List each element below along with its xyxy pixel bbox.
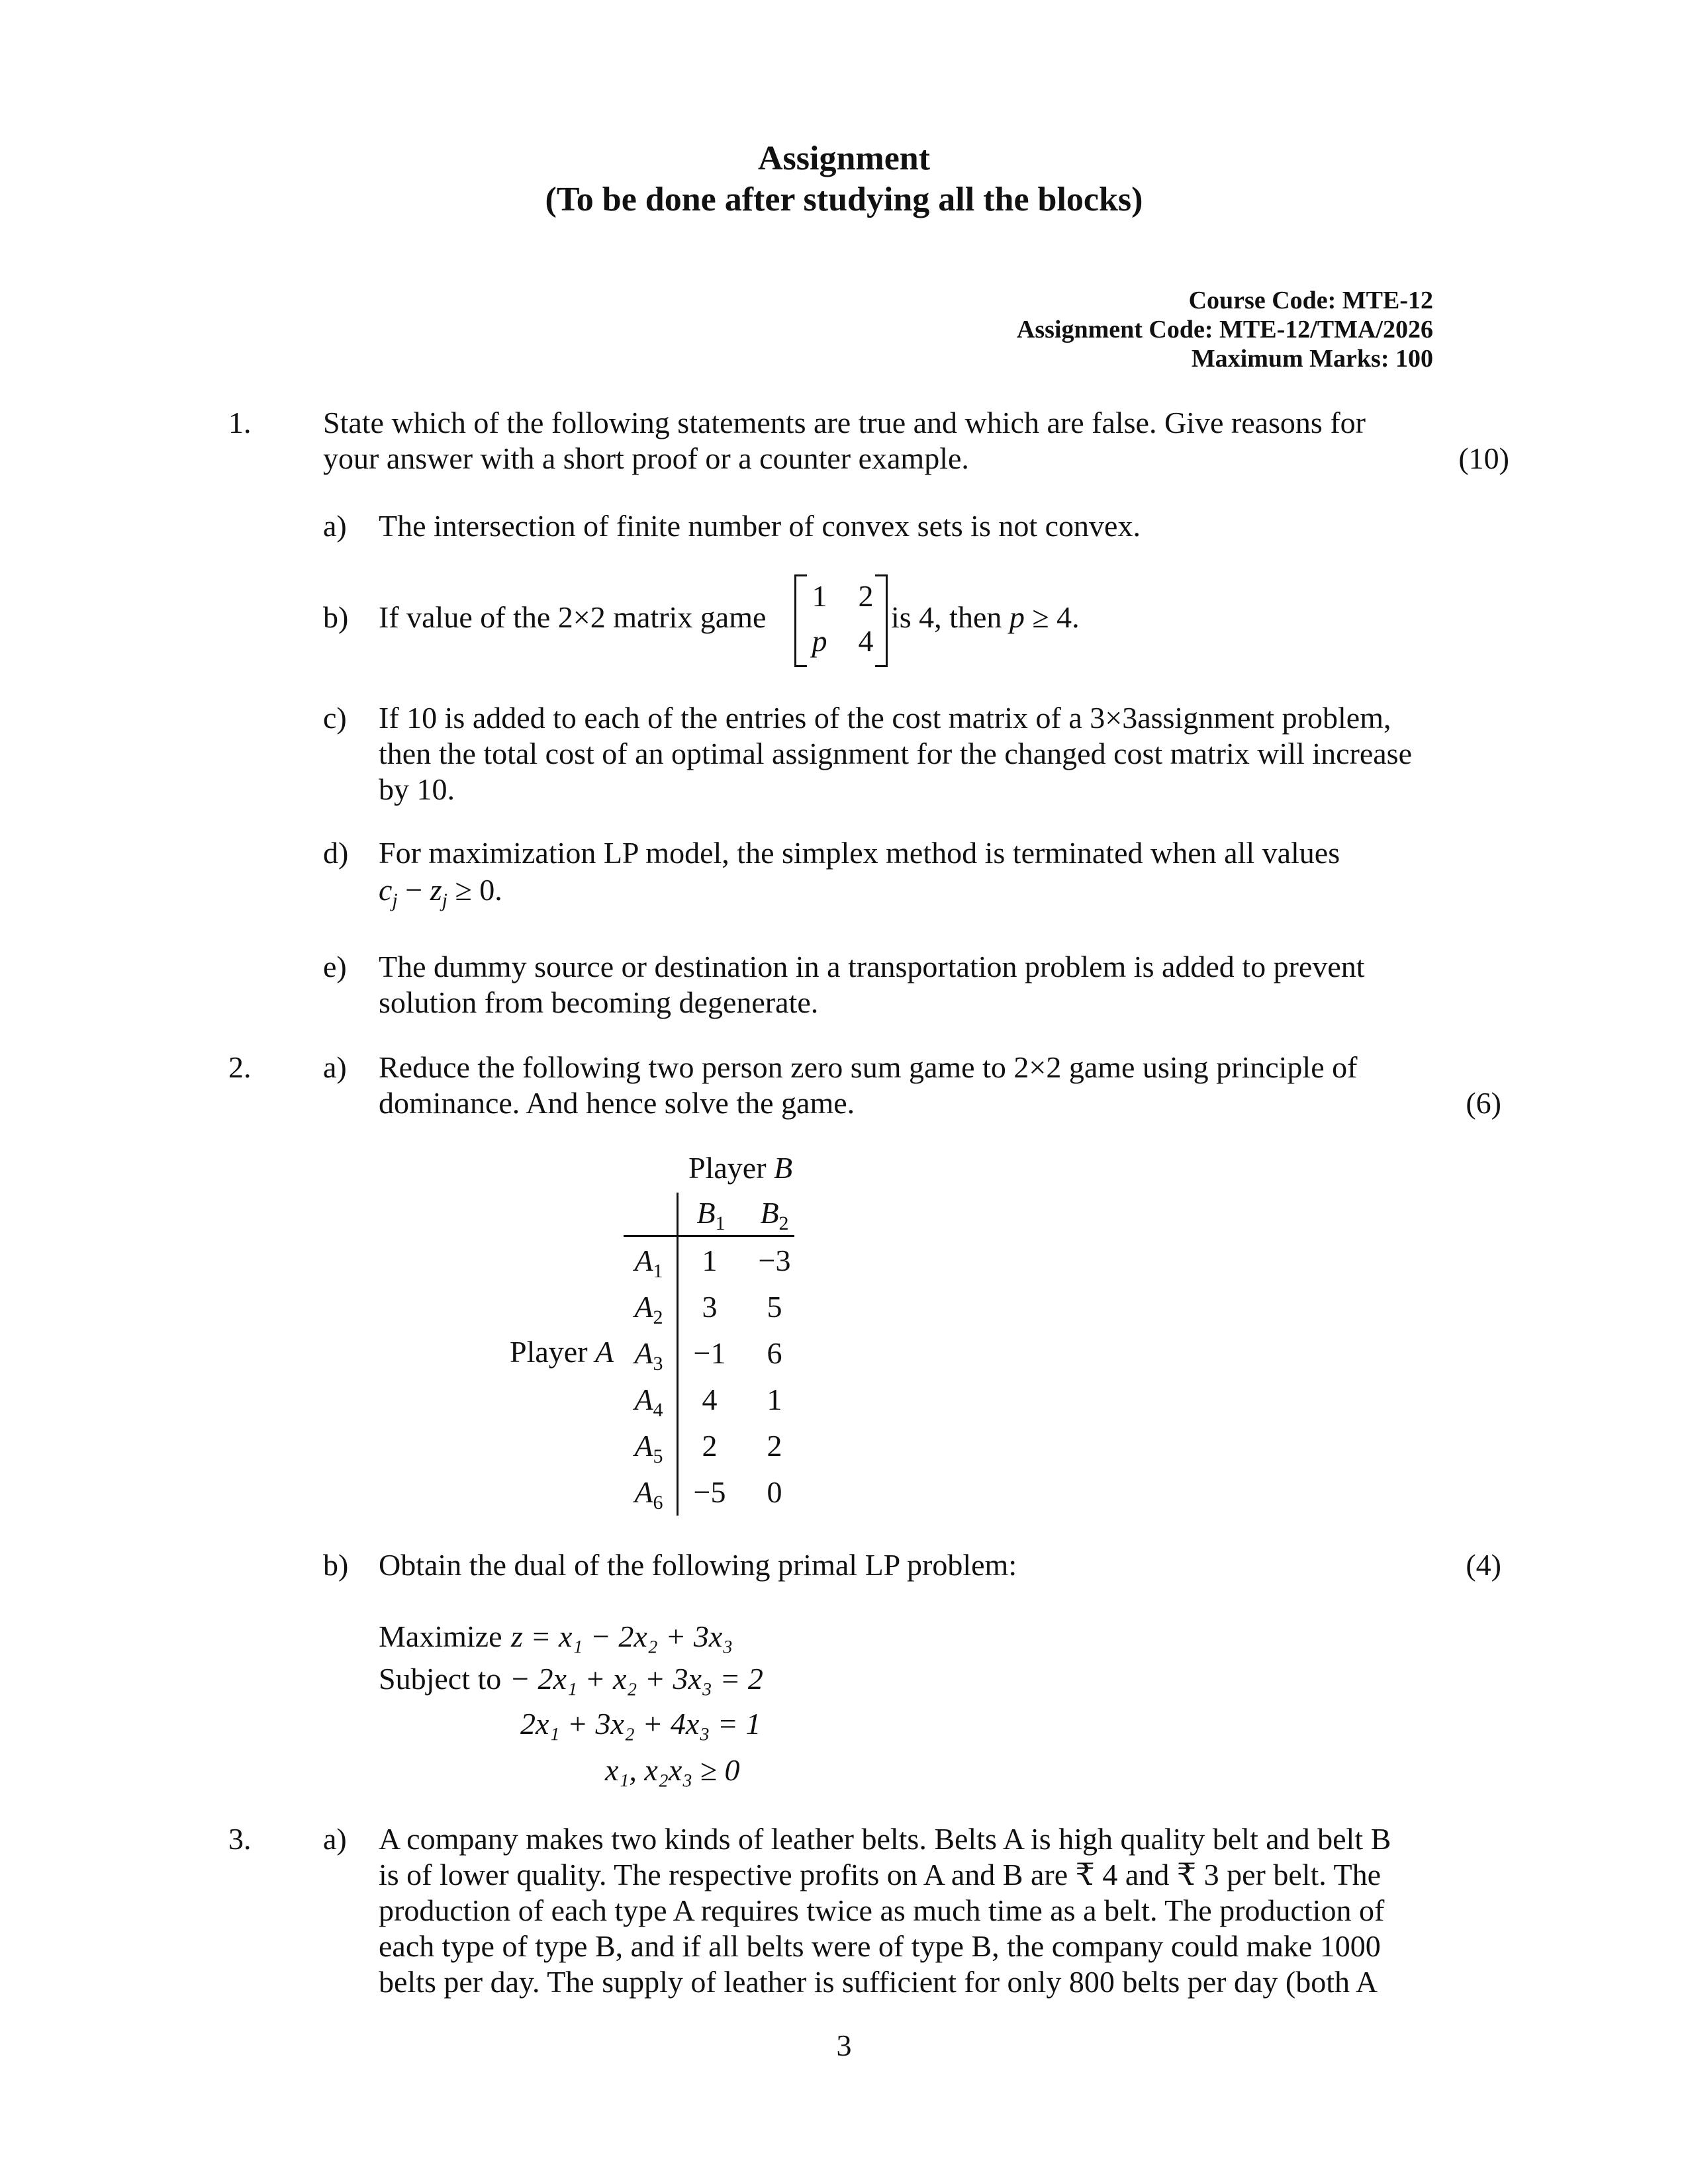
matrix-value-a1-b1: 1 [702,1244,718,1277]
page-subtitle: (To be done after studying all the blocks) [545,181,1143,218]
row-label-sub: 6 [653,1492,663,1514]
col-b2-sub: 2 [778,1212,789,1234]
lp-objective: z = x₁ − 2x₂ + 3x₃ [511,1619,733,1653]
row-label-sub: 3 [653,1353,663,1375]
q1-number: 1. [228,406,252,439]
lp-maximize-label: Maximize [379,1619,502,1653]
row-label-letter: A [634,1244,653,1277]
q1d-j1: j [392,889,398,911]
col-header-b2 [748,1195,801,1234]
course-code: Course Code: MTE-12 [1188,287,1433,314]
q2b-marks: (4) [1466,1548,1501,1582]
assignment-code: Assignment Code: MTE-12/TMA/2026 [1016,316,1433,343]
page-number: 3 [836,2028,852,2062]
q1e-line-1: The dummy source or destination in a transportation problem is added to prevent [379,950,1365,983]
col-b1-sub: 1 [715,1212,726,1234]
row-label-sub: 4 [653,1399,663,1421]
row-label-a3 [622,1336,675,1375]
matrix-value-a4-b1: 4 [702,1383,718,1416]
q1-marks: (10) [1458,441,1509,475]
q1c-dims: 3×3 [1090,701,1138,735]
q1d-formula [379,872,502,911]
matrix-value-a5-b1: 2 [702,1429,718,1463]
row-label-a1 [622,1243,675,1282]
q1b-cond-var: p [1009,600,1025,634]
matrix-cell-11: 1 [812,579,827,613]
player-a-var: A [595,1335,614,1369]
q3a-line-3: production of each type A requires twice as much time as a belt. The production of [379,1893,1385,1927]
matrix-value-a1-b2: −3 [758,1244,791,1277]
row-label-letter: A [634,1383,653,1416]
q1c-label: c) [323,701,347,735]
q1c-line-2: then the total cost of an optimal assignment for the changed cost matrix will increase [379,737,1412,770]
q1e-line-2: solution from becoming degenerate. [379,985,819,1019]
q1a-text: The intersection of finite number of convex sets is not convex. [379,509,1141,543]
row-label-letter: A [634,1429,653,1463]
q3a-line-1: A company makes two kinds of leather belts. Belts A is high quality belt and belt B [379,1822,1391,1856]
q3a-line-2: is of lower quality. The respective profits on A and B are ₹ 4 and ₹ 3 per belt. The [379,1858,1381,1891]
q1c-line-3: by 10. [379,772,455,806]
q3-number: 3. [228,1822,252,1856]
matrix-cell-21: p [812,624,827,658]
q1d-line-1: For maximization LP model, the simplex method is terminated when all values [379,836,1340,870]
q2b-text: Obtain the dual of the following primal LP problem: [379,1548,1017,1582]
col-b1-letter: B [696,1196,716,1230]
lp-constraint-1: − 2x₁ + x₂ + 3x₃ = 2 [510,1662,763,1696]
player-b-word: Player [688,1151,767,1185]
row-label-sub: 2 [653,1306,663,1328]
matrix-value-a3-b2: 6 [767,1336,782,1370]
player-b-var: B [774,1151,793,1185]
q1b-text-after-group [891,600,1080,635]
col-header-b1 [684,1195,737,1234]
maximum-marks: Maximum Marks: 100 [1191,345,1433,373]
matrix-value-a6-b2: 0 [767,1475,782,1509]
lp-subject-to-label: Subject to [379,1662,502,1696]
q3a-label: a) [323,1822,347,1856]
q1d-minus: − [405,873,423,907]
matrix-value-a5-b2: 2 [767,1429,782,1463]
q2a-label: a) [323,1050,347,1084]
matrix-value-a2-b2: 5 [767,1290,782,1324]
q1c-line1-before: If 10 is added to each of the entries of the cost matrix of a [379,701,1082,735]
row-label-letter: A [634,1475,653,1509]
q2a-line1-after: game using principle of [1068,1050,1358,1084]
matrix-right-bracket [875,574,888,667]
q2b-label: b) [323,1548,349,1582]
q1a-label: a) [323,509,347,543]
row-label-letter: A [634,1336,653,1370]
q1e-label: e) [323,950,347,983]
row-label-sub: 5 [653,1445,663,1467]
row-label-a4 [622,1382,675,1421]
q1-line-1: State which of the following statements are true and which are false. Give reasons for [323,406,1366,439]
q1d-rest: ≥ 0. [455,873,502,907]
q3a-line-5: belts per day. The supply of leather is sufficient for only 800 belts per day (both A [379,1965,1378,1999]
row-label-sub: 1 [653,1260,663,1282]
q1b-text-before: If value of the [379,600,551,634]
player-b-heading [688,1150,792,1186]
matrix-value-a6-b1: −5 [693,1475,726,1509]
matrix-divider-vertical [677,1193,679,1516]
lp-constraint-2: 2x₁ + 3x₂ + 4x₃ = 1 [520,1707,761,1741]
q1b-cond-rest: ≥ 4. [1032,600,1080,634]
matrix-cell-22: 4 [858,624,874,658]
q1d-label: d) [323,836,349,870]
q1b-dims: 2×2 [557,600,606,634]
matrix-divider-horizontal [624,1235,794,1237]
col-b2-letter: B [760,1196,779,1230]
q1-line-2: your answer with a short proof or a counter example. [323,441,969,475]
matrix-value-a2-b1: 3 [702,1290,718,1324]
q1b-label: b) [323,600,349,634]
row-label-a2 [622,1289,675,1328]
q3a-line-4: each type of type B, and if all belts were of type B, the company could make 1000 [379,1929,1381,1963]
page-title: Assignment [757,140,931,177]
q1c-line-1 [379,700,1391,736]
q2-number: 2. [228,1050,252,1084]
q2a-line1-before: Reduce the following two person zero sum game to [379,1050,1006,1084]
matrix-value-a3-b1: −1 [693,1336,726,1370]
q2a-line-1 [379,1050,1357,1085]
q2a-line-2: dominance. And hence solve the game. [379,1086,855,1120]
row-label-a5 [622,1428,675,1467]
q2a-marks: (6) [1466,1086,1501,1120]
row-label-a6 [622,1475,675,1514]
player-a-heading [510,1334,614,1370]
q1b-text [379,600,766,635]
q1b-text-after: is 4, then [891,600,1002,634]
q2a-dims: 2×2 [1013,1050,1062,1084]
row-label-letter: A [634,1290,653,1324]
q1d-c: c [379,873,393,907]
q1d-j2: j [442,889,447,911]
player-a-word: Player [510,1335,588,1369]
q1d-z: z [430,873,442,907]
matrix-cell-12: 2 [858,579,874,613]
q1b-text-mid: matrix game [613,600,767,634]
lp-nonnegativity: x₁, x₂x₃ ≥ 0 [605,1753,740,1787]
matrix-value-a4-b2: 1 [767,1383,782,1416]
q1c-line1-after: assignment problem, [1137,701,1391,735]
